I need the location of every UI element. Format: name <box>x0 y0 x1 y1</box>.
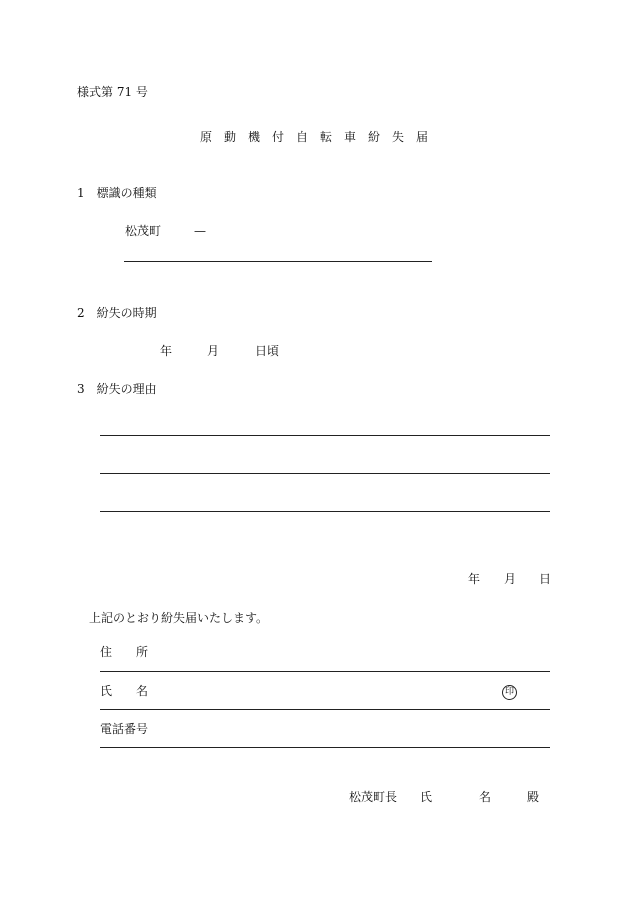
reason-line-2[interactable] <box>100 473 550 474</box>
date-year: 年 <box>468 572 481 586</box>
plate-dash: — <box>194 224 206 238</box>
form-number: 様式第 71 号 <box>77 85 148 99</box>
addressee-den: 殿 <box>527 790 540 804</box>
title-char: 動 <box>224 130 237 144</box>
title-char: 付 <box>272 130 285 144</box>
declaration-text: 上記のとおり紛失届いたします。 <box>89 611 269 625</box>
address-line[interactable] <box>100 671 550 672</box>
addressee-shi: 氏 <box>420 790 433 804</box>
title-char: 失 <box>392 130 405 144</box>
title-char: 原 <box>200 130 213 144</box>
seal-mark <box>502 684 517 700</box>
plate-town: 松茂町 <box>125 224 162 238</box>
form-title <box>200 131 440 143</box>
loss-month: 月 <box>207 344 220 358</box>
name-line[interactable] <box>100 709 550 710</box>
reason-line-3[interactable] <box>100 511 550 512</box>
loss-year: 年 <box>160 344 173 358</box>
section2-heading: 2 紛失の時期 <box>77 306 157 320</box>
name-label: 氏 名 <box>100 684 149 698</box>
date-month: 月 <box>504 572 517 586</box>
title-char: 車 <box>344 130 357 144</box>
title-char: 転 <box>320 130 333 144</box>
title-char: 紛 <box>368 130 381 144</box>
title-char: 自 <box>296 130 309 144</box>
phone-line[interactable] <box>100 747 550 748</box>
address-label: 住 所 <box>100 645 149 659</box>
title-char: 機 <box>248 130 261 144</box>
addressee-title: 松茂町長 <box>349 790 398 804</box>
seal-icon: 印 <box>502 685 517 700</box>
addressee-mei: 名 <box>479 790 492 804</box>
reason-line-1[interactable] <box>100 435 550 436</box>
title-char: 届 <box>416 130 429 144</box>
date-day: 日 <box>539 572 552 586</box>
plate-number-line[interactable] <box>124 261 432 262</box>
section3-heading: 3 紛失の理由 <box>77 382 157 396</box>
section1-heading: 1 標識の種類 <box>77 186 157 200</box>
phone-label: 電話番号 <box>100 722 149 736</box>
loss-day: 日頃 <box>255 344 280 358</box>
